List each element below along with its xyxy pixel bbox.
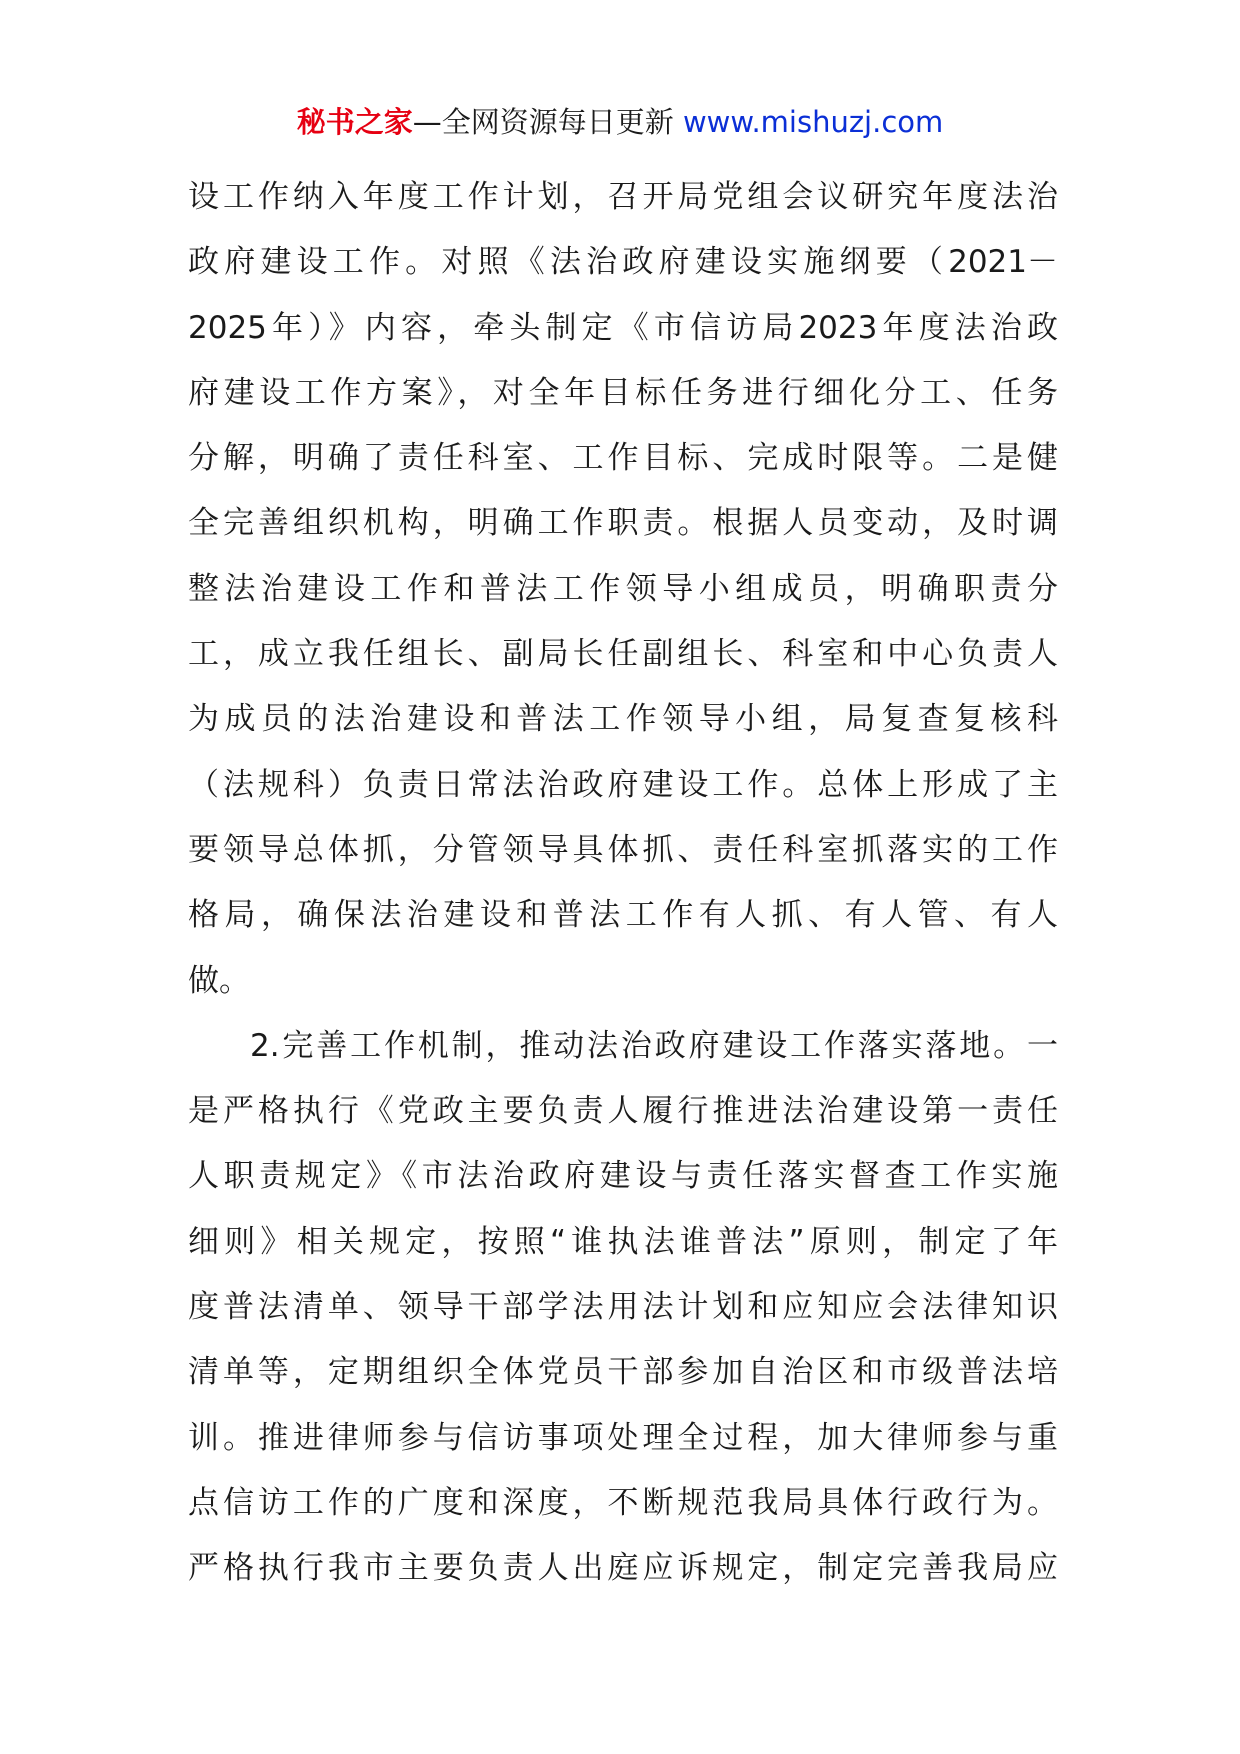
- text-line: 为成员的法治建设和普法工作领导小组，局复查复核科: [188, 701, 1058, 738]
- text-line: 严格执行我市主要负责人出庭应诉规定，制定完善我局应: [188, 1550, 1058, 1587]
- text-line: 要领导总体抓，分管领导具体抓、责任科室抓落实的工作: [188, 831, 1058, 868]
- text-line: 整法治建设工作和普法工作领导小组成员，明确职责分: [188, 570, 1058, 607]
- page-header: [0, 102, 1240, 142]
- text-line: 全完善组织机构，明确工作职责。根据人员变动，及时调: [188, 505, 1058, 542]
- document-body: [188, 165, 1058, 1602]
- text-line: 设工作纳入年度工作计划，召开局党组会议研究年度法治: [188, 179, 1058, 215]
- text-line: 是严格执行《党政主要负责人履行推进法治建设第一责任: [188, 1093, 1058, 1130]
- paragraph-2: [188, 1014, 1058, 1602]
- text-line: 点信访工作的广度和深度，不断规范我局具体行政行为。: [188, 1484, 1058, 1521]
- header-tagline: —全网资源每日更新: [412, 105, 683, 139]
- text-line: 训。推进律师参与信访事项处理全过程，加大律师参与重: [188, 1419, 1058, 1456]
- text-line: （法规科）负责日常法治政府建设工作。总体上形成了主: [188, 766, 1058, 803]
- text-line: 分解，明确了责任科室、工作目标、完成时限等。二是健: [188, 440, 1058, 477]
- text-line: 2.完善工作机制，推动法治政府建设工作落实落地。一: [250, 1027, 1058, 1064]
- text-line: 格局，确保法治建设和普法工作有人抓、有人管、有人: [188, 897, 1058, 934]
- text-line: 府建设工作方案》，对全年目标任务进行细化分工、任务: [188, 374, 1058, 411]
- paragraph-1: [188, 165, 1058, 1014]
- text-line: 做。: [188, 962, 250, 999]
- text-line: 清单等，定期组织全体党员干部参加自治区和市级普法培: [188, 1354, 1058, 1391]
- text-line: 人职责规定》《市法治政府建设与责任落实督查工作实施: [188, 1158, 1058, 1195]
- site-url-link[interactable]: www.mishuzj.com: [682, 105, 944, 139]
- brand-name: 秘书之家: [296, 105, 413, 139]
- text-line: 细则》相关规定，按照“谁执法谁普法”原则，制定了年: [188, 1223, 1058, 1260]
- text-line: 度普法清单、领导干部学法用法计划和应知应会法律知识: [188, 1289, 1058, 1326]
- text-line: 工，成立我任组长、副局长任副组长、科室和中心负责人: [188, 636, 1058, 673]
- text-line: 2025年）》内容，牵头制定《市信访局2023年度法治政: [188, 309, 1058, 346]
- text-line: 政府建设工作。对照《法治政府建设实施纲要（2021－: [188, 244, 1058, 281]
